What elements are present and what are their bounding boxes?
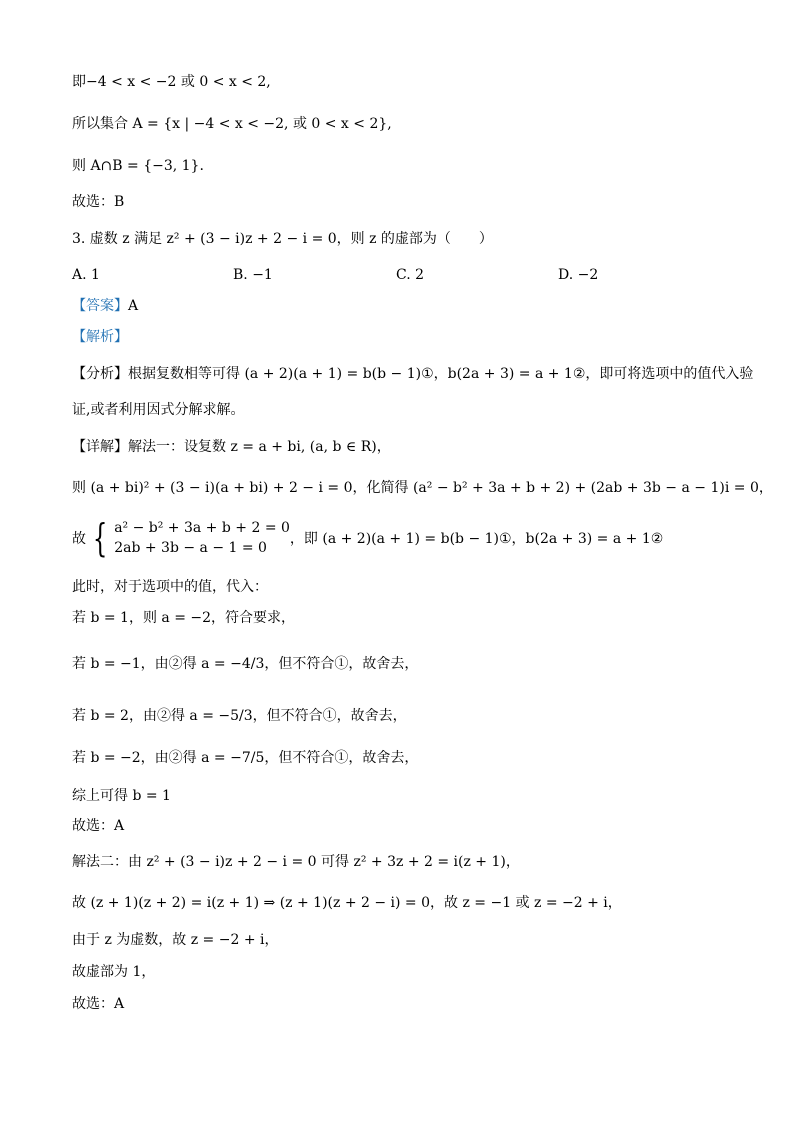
text-line: 所以集合 A = {x | −4 < x < −2, 或 0 < x < 2}, xyxy=(72,116,392,132)
xiangjie-text: 解法一：设复数 z = a + bi, (a, b ∈ R)， xyxy=(128,439,391,455)
text-line: 则 A∩B = {−3, 1}. xyxy=(72,158,204,174)
sys-suffix: ，即 (a + 2)(a + 1) = b(b − 1)①，b(2a + 3) = a + 1② xyxy=(289,531,664,547)
text-line: 故选：B xyxy=(72,194,125,210)
fenxi-line xyxy=(72,364,753,384)
analysis-line xyxy=(72,327,128,347)
sys-prefix: 故 xyxy=(72,531,86,547)
left-brace-icon: { xyxy=(92,516,108,560)
fenxi-line-2: 证,或者利用因式分解求解。 xyxy=(72,402,245,418)
sys-lines xyxy=(114,518,290,558)
text-line: 由于 z 为虚数，故 z = −2 + i， xyxy=(72,932,279,948)
text-line: 此时，对于选项中的值，代入： xyxy=(72,579,268,595)
text-line: 故虚部为 1， xyxy=(72,964,156,980)
option-a: A. 1 xyxy=(72,267,100,283)
answer-value: A xyxy=(128,298,139,314)
question-stem: 3. 虚数 z 满足 z² + (3 − i)z + 2 − i = 0，则 z 的虚部为（ ） xyxy=(72,231,493,247)
option-b: B. −1 xyxy=(233,267,273,283)
text-line: 即−4 < x < −2 或 0 < x < 2, xyxy=(72,74,271,90)
expand-line: 则 (a + bi)² + (3 − i)(a + bi) + 2 − i = 0，化简得 (a² − b² + 3a + b + 2) + (2ab + 3b − a − 1)i = 0， xyxy=(72,480,773,496)
text-line: 若 b = −1，由②得 a = −4/3，但不符合①，故舍去， xyxy=(72,656,419,672)
option-c: C. 2 xyxy=(396,267,425,283)
analysis-tag: 【解析】 xyxy=(72,329,128,345)
equation-system xyxy=(72,518,663,558)
text-line: 故选：A xyxy=(72,996,125,1012)
fenxi-tag: 【分析】 xyxy=(72,366,128,382)
text-line: 综上可得 b = 1 xyxy=(72,788,171,804)
sys-eq2: 2ab + 3b − a − 1 = 0 xyxy=(114,540,267,556)
text-line: 解法二：由 z² + (3 − i)z + 2 − i = 0 可得 z² + 3z + 2 = i(z + 1)， xyxy=(72,854,520,870)
text-line: 若 b = 1，则 a = −2，符合要求， xyxy=(72,610,296,626)
xiangjie-line xyxy=(72,437,391,457)
fenxi-text: 根据复数相等可得 (a + 2)(a + 1) = b(b − 1)①，b(2a + 3) = a + 1②，即可将选项中的值代入验 xyxy=(128,366,754,382)
answer-tag: 【答案】 xyxy=(72,298,128,314)
text-line: 若 b = 2，由②得 a = −5/3，但不符合①，故舍去， xyxy=(72,708,407,724)
option-d: D. −2 xyxy=(558,267,599,283)
text-line: 故选：A xyxy=(72,818,125,834)
text-line: 若 b = −2，由②得 a = −7/5，但不符合①，故舍去， xyxy=(72,750,419,766)
xiangjie-tag: 【详解】 xyxy=(72,439,128,455)
answer-line xyxy=(72,296,138,316)
sys-eq1: a² − b² + 3a + b + 2 = 0 xyxy=(114,520,290,536)
text-line: 故 (z + 1)(z + 2) = i(z + 1) ⇒ (z + 1)(z + 2 − i) = 0，故 z = −1 或 z = −2 + i， xyxy=(72,895,622,911)
